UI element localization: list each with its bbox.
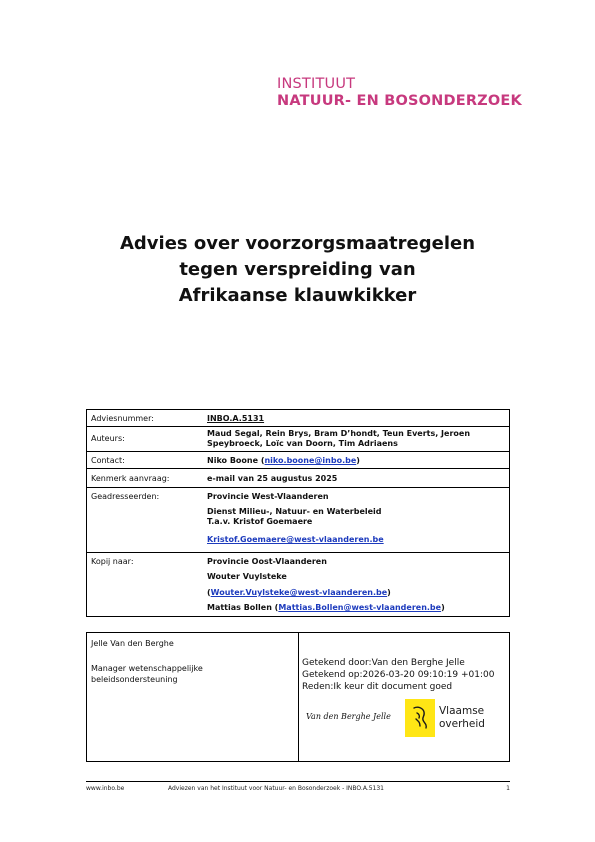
document-title (60, 231, 535, 309)
signer-role: Manager wetenschappelijke beleidsondersteuning (91, 664, 203, 684)
digital-signature-text (302, 657, 494, 693)
label-adviesnummer: Adviesnummer: (91, 414, 154, 423)
info-table (86, 409, 510, 617)
kopij-open: ( (207, 588, 211, 597)
divider (87, 451, 509, 452)
geadr-email-link[interactable]: Kristof.Goemaere@west-vlaanderen.be (207, 535, 384, 544)
signer-name: Jelle Van den Berghe (91, 639, 174, 648)
logo-yellow-block (405, 699, 435, 737)
footer-website: www.inbo.be (86, 785, 125, 792)
value-geadr-3: T.a.v. Kristof Goemaere (207, 517, 313, 526)
vo-line1: Vlaamse (439, 705, 485, 717)
title-line-2: tegen verspreiding van (179, 259, 416, 280)
label-auteurs: Auteurs: (91, 434, 125, 443)
title-line-1: Advies over voorzorgsmaatregelen (119, 233, 476, 254)
kopij-close: ) (387, 588, 391, 597)
contact-email-link[interactable]: niko.boone@inbo.be (264, 456, 357, 465)
value-geadr-1: Provincie West-Vlaanderen (207, 492, 329, 501)
logo-line1: INSTITUUT (277, 76, 356, 92)
kopij-email1-link[interactable]: Wouter.Vuylsteke@west-vlaanderen.be (210, 588, 388, 597)
signed-on: Getekend op:2026-03-20 09:10:19 +01:00 (302, 670, 495, 680)
value-kopij-2: Wouter Vuylsteke (207, 572, 287, 581)
signed-reason: Reden:Ik keur dit document goed (302, 682, 453, 692)
label-contact: Contact: (91, 456, 125, 465)
signed-by: Getekend door:Van den Berghe Jelle (302, 658, 465, 668)
kopij-email2-link[interactable]: Mattias.Bollen@west-vlaanderen.be (278, 603, 442, 612)
value-contact (207, 456, 505, 466)
title-line-3: Afrikaanse klauwkikker (178, 285, 417, 306)
kopij-4a: Mattias Bollen ( (207, 603, 279, 612)
label-geadresseerden: Geadresseerden: (91, 492, 160, 501)
kopij-4b: ) (441, 603, 445, 612)
value-geadr-2: Dienst Milieu-, Natuur- en Waterbeleid (207, 507, 382, 516)
inbo-logo (277, 76, 522, 110)
lion-icon (408, 704, 432, 732)
logo-line2: NATUUR- EN BOSONDERZOEK (277, 93, 522, 109)
page-footer (86, 781, 510, 792)
divider (87, 552, 509, 553)
label-kenmerk: Kenmerk aanvraag: (91, 474, 170, 483)
value-kenmerk: e-mail van 25 augustus 2025 (207, 474, 338, 483)
footer-title: Adviezen van het Instituut voor Natuur- en Bosonderzoek - INBO.A.5131 (168, 785, 384, 792)
signature-divider (298, 633, 299, 761)
handwritten-signature: Van den Berghe Jelle (306, 712, 391, 721)
label-kopij: Kopij naar: (91, 557, 134, 566)
value-adviesnummer: INBO.A.5131 (207, 414, 265, 423)
value-auteurs: Maud Segal, Rein Brys, Bram D’hondt, Teun Everts, Jeroen Speybroeck, Loïc van Doorn, Tim Adriaens (207, 429, 471, 448)
divider (87, 468, 509, 469)
vlaamse-overheid-logo (405, 699, 505, 737)
signature-block (86, 632, 510, 762)
value-kopij-1: Provincie Oost-Vlaanderen (207, 557, 327, 566)
contact-name: Niko Boone ( (207, 456, 265, 465)
divider (87, 426, 509, 427)
divider (87, 487, 509, 488)
vo-line2: overheid (439, 718, 485, 730)
page-number: 1 (506, 785, 510, 792)
contact-close: ) (356, 456, 360, 465)
logo-text (439, 705, 485, 731)
